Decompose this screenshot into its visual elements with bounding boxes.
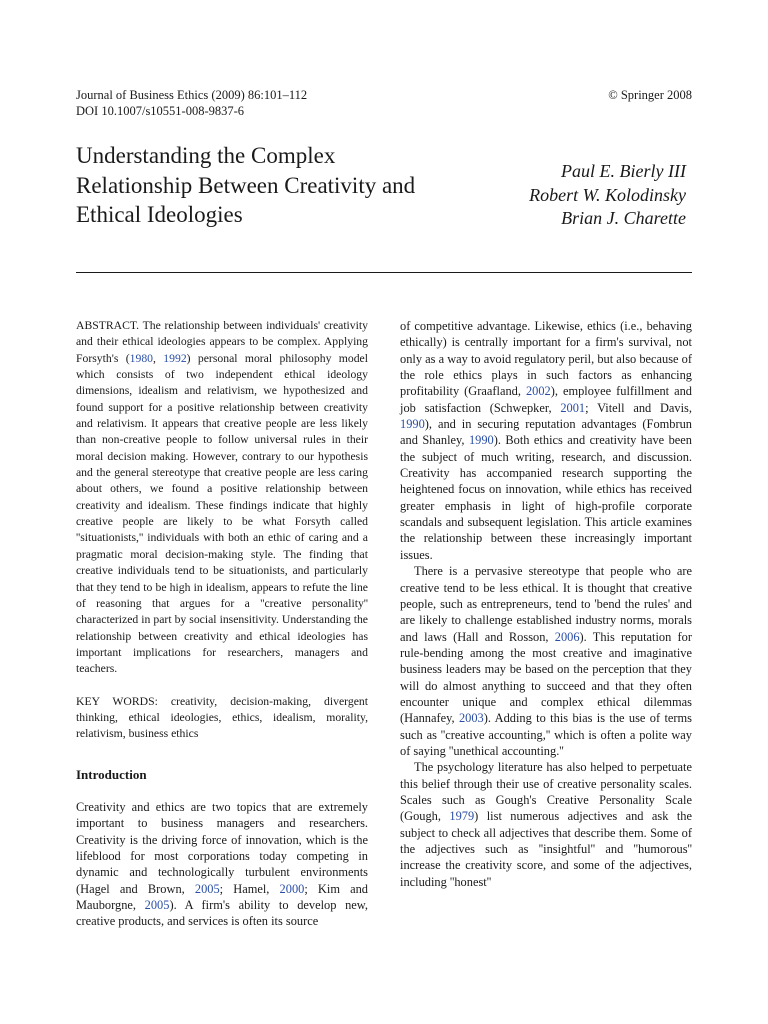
spacer: [76, 783, 368, 799]
abstract: ABSTRACT. The relationship between individuals' creativity and their ethical ideologies appears to be complex. Applying Forsyth's (1980, 1992) personal moral philosophy model which consists of two independent ethical ideology dimensions, idealism and relativism, we hypothesized and found support for a positive relationship between creativity and relativism. It appears that creative people are less likely than non-creative people to follow universal rules in their moral decision making. However, contrary to our hypothesis and the general stereotype that creative people are less caring about others, we found a positive relationship between creativity and idealism. These findings indicate that highly creative people are likely to be what Forsyth called ''situationists,'' individuals with both an ethic of caring and a pragmatic moral decision-making style. The finding that creative individuals tend to be situationists, and particularly that they tend to be high in idealism, appears to refute the line of reasoning that argues for a ''creative personality'' characterized in part by social insensitivity. Understanding the relationship between creativity and ethical ideologies has important implications for researchers, managers and teachers.: [76, 319, 368, 676]
body-paragraph: The psychology literature has also helped to perpetuate this belief through their use of creative personality scales. Scales such as Gough's Creative Personality Scale (Gough, 1979) list numerous adjectives and ask the subject to check all adjectives that describe them. Some of the adjectives such as ''insightful'' and ''humorous'' increase the creativity score, and some of the adjectives, including ''honest'': [400, 760, 692, 889]
author-name: Paul E. Bierly III: [561, 161, 686, 181]
keywords: KEY WORDS: creativity, decision-making, divergent thinking, ethical ideologies, ethics, idealism, morality, relativism, business ethics: [76, 694, 368, 741]
article-title: [76, 141, 496, 230]
title-divider: [76, 272, 692, 273]
citation-link[interactable]: 1990: [400, 417, 425, 432]
keywords-label: KEY WORDS:: [76, 694, 158, 708]
citation-link[interactable]: 1990: [468, 433, 494, 448]
left-column: [76, 318, 368, 930]
copyright: © Springer 2008: [608, 88, 692, 102]
citation-link[interactable]: 2006: [554, 629, 580, 644]
body-paragraph: There is a pervasive stereotype that people who are creative tend to be less ethical. It is thought that creative people, such as entrepreneurs, tend to 'bend the rules' and are likely to challenge established industry norms, morals and laws (Hall and Rosson, 2006). This reputation for rule-bending among the most creative and imaginative business leaders may be based on the perception that they will do almost anything to succeed and that they often encounter unique and complex ethical dilemmas (Hannafey, 2003). Adding to this bias is the use of terms such as ''creative accounting,'' which is often a polite way of saying ''unethical accounting.'': [400, 564, 692, 758]
spacer: [76, 743, 368, 767]
title-line: Understanding the Complex: [76, 143, 336, 168]
citation-link[interactable]: 2005: [144, 898, 170, 912]
citation-link[interactable]: 2002: [525, 384, 551, 399]
body-paragraph: of competitive advantage. Likewise, ethics (i.e., behaving ethically) is centrally important for a firm's survival, not only as a way to avoid regulatory peril, but also because of the role ethics plays in such factors as enhancing profitability (Graafland, 2002), employee fulfillment and job satisfaction (Schwepker, 2001; Vitell and Davis, 1990), and in securing reputation advantages (Fombrun and Shanley, 1990). Both ethics and creativity have been the subject of much writing, research, and discussion. Creativity has accompanied research supporting the heightened focus on innovation, while ethics has received greater emphasis in light of high-profile corporate scandals and subsequent legislation. This article examines the relationship between these increasingly important issues.: [400, 319, 693, 562]
title-line: Relationship Between Creativity and: [76, 172, 416, 198]
citation-link[interactable]: 1979: [449, 809, 475, 824]
citation-link[interactable]: 1980: [129, 351, 153, 365]
author-name: Robert W. Kolodinsky: [529, 184, 686, 205]
spacer: [76, 678, 368, 694]
citation-link[interactable]: 1992: [163, 351, 187, 365]
title-line: Ethical Ideologies: [76, 202, 243, 227]
abstract-label: ABSTRACT.: [76, 319, 140, 332]
citation-link[interactable]: 2005: [194, 881, 220, 896]
intro-paragraph: Creativity and ethics are two topics that are extremely important to business managers and researchers. Creativity is the driving force of innovation, which is the lifeblood for most corporations today competing in dynamic and technologically turbulent environments (Hagel and Brown, 2005; Hamel, 2000; Kim and Mauborgne, 2005). A firm's ability to develop new, creative products, and services is often its source: [76, 799, 369, 929]
right-column: [400, 318, 692, 890]
citation-link[interactable]: 2001: [560, 400, 586, 415]
journal-citation: Journal of Business Ethics (2009) 86:101–112: [76, 88, 308, 102]
citation-link[interactable]: 2003: [458, 711, 484, 726]
author-name: Brian J. Charette: [561, 208, 686, 228]
citation-link[interactable]: 2000: [279, 881, 305, 896]
journal-header: [76, 87, 307, 119]
section-heading-introduction: Introduction: [76, 766, 147, 782]
author-list: [529, 160, 686, 231]
doi: DOI 10.1007/s10551-008-9837-6: [76, 104, 245, 118]
